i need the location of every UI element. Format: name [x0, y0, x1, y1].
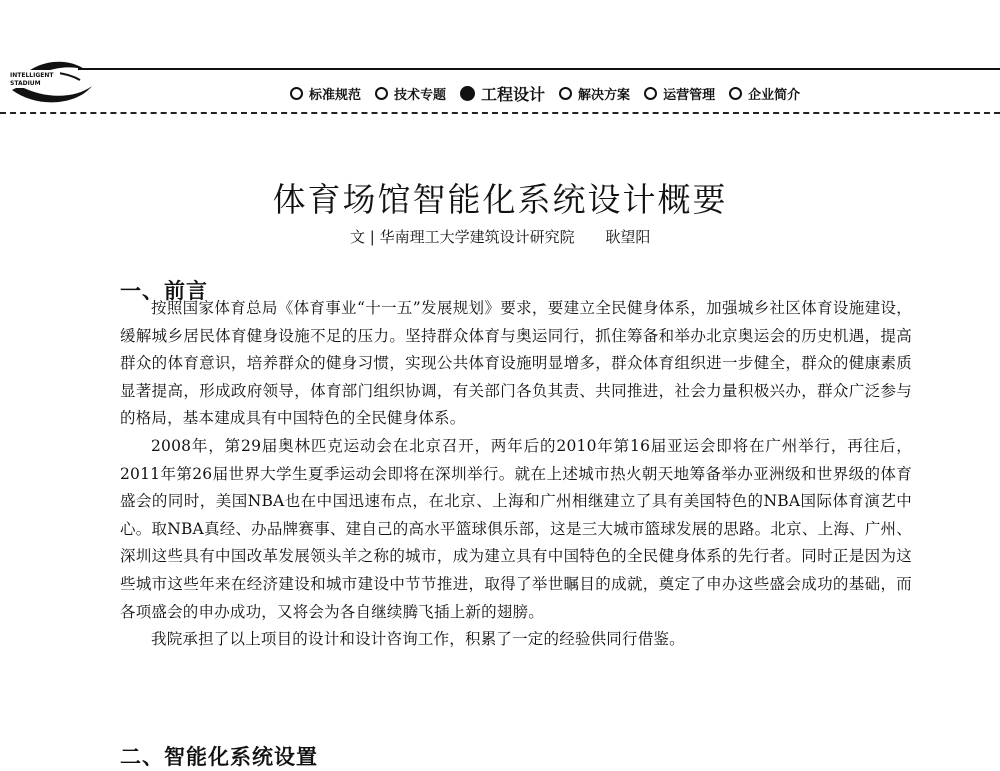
nav-item-company-profile[interactable]	[729, 84, 800, 103]
header-rule	[78, 68, 1000, 70]
circle-bullet-icon	[644, 87, 657, 100]
section-heading-preface: 一、前言	[120, 279, 208, 304]
article-title: 体育场馆智能化系统设计概要	[272, 180, 728, 220]
nav-item-label: 企业简介	[748, 87, 801, 103]
paragraph: 我院承担了以上项目的设计和设计咨询工作，积累了一定的经验供同行借鉴。	[151, 630, 685, 649]
section-heading-intelligent-systems: 二、智能化系统设置	[120, 745, 318, 770]
filled-circle-bullet-icon	[460, 86, 475, 101]
stadium-swoosh-icon	[6, 50, 96, 112]
circle-bullet-icon	[559, 87, 572, 100]
circle-bullet-icon	[290, 87, 303, 100]
logo-text-line1: INTELLIGENT	[10, 72, 54, 79]
header-dashed-divider	[0, 112, 1000, 114]
nav-item-label: 工程设计	[481, 84, 546, 104]
nav-item-label: 标准规范	[309, 87, 362, 103]
logo-text-line2: STADIUM	[10, 80, 41, 87]
circle-bullet-icon	[729, 87, 742, 100]
nav-item-tech-topics[interactable]	[375, 84, 446, 103]
article-body	[120, 295, 912, 654]
nav-item-label: 运营管理	[663, 87, 716, 103]
nav-item-label: 技术专题	[394, 87, 447, 103]
article-byline	[350, 226, 650, 247]
nav-item-solutions[interactable]	[559, 84, 630, 103]
byline-author: 耿望阳	[605, 228, 651, 246]
nav-item-operations[interactable]	[644, 84, 715, 103]
paragraph: 按照国家体育总局《体育事业“十一五”发展规划》要求，要建立全民健身体系，加强城乡社区体育设施建设，缓解城乡居民体育健身设施不足的压力。坚持群众体育与奥运同行，抓住筹备和举办北京奥运会的历史机遇，提高群众的体育意识，培养群众的健身习惯，实现公共体育设施明显增多，群众体育组织进一步健全，群众的健康素质显著提高，形成政府领导，体育部门组织协调，有关部门各负其责、共同推进，社会力量积极兴办，群众广泛参与的格局，基本建成具有中国特色的全民健身体系。	[120, 299, 912, 428]
top-navigation	[290, 80, 980, 106]
intelligent-stadium-logo	[6, 50, 96, 112]
circle-bullet-icon	[375, 87, 388, 100]
nav-item-standards[interactable]	[290, 84, 361, 103]
byline-organization: 文 | 华南理工大学建筑设计研究院	[350, 228, 575, 246]
nav-item-engineering-design[interactable]	[460, 82, 545, 105]
paragraph: 2008年，第29届奥林匹克运动会在北京召开，两年后的2010年第16届亚运会即将在广州举行，再往后，2011年第26届世界大学生夏季运动会即将在深圳举行。就在上述城市热火朝天地筹备举办亚洲级和世界级的体育盛会的同时，美国NBA也在中国迅速布点，在北京、上海和广州相继建立了具有美国特色的NBA国际体育演艺中心。取NBA真经、办品牌赛事、建自己的高水平篮球俱乐部，这是三大城市篮球发展的思路。北京、上海、广州、深圳这些具有中国改革发展领头羊之称的城市，成为建立具有中国特色的全民健身体系的先行者。同时正是因为这些城市这些年来在经济建设和城市建设中节节推进，取得了举世瞩目的成就，奠定了申办这些盛会成功的基础，而各项盛会的申办成功，又将会为各自继续腾飞插上新的翅膀。	[120, 436, 912, 621]
nav-item-label: 解决方案	[578, 87, 631, 103]
